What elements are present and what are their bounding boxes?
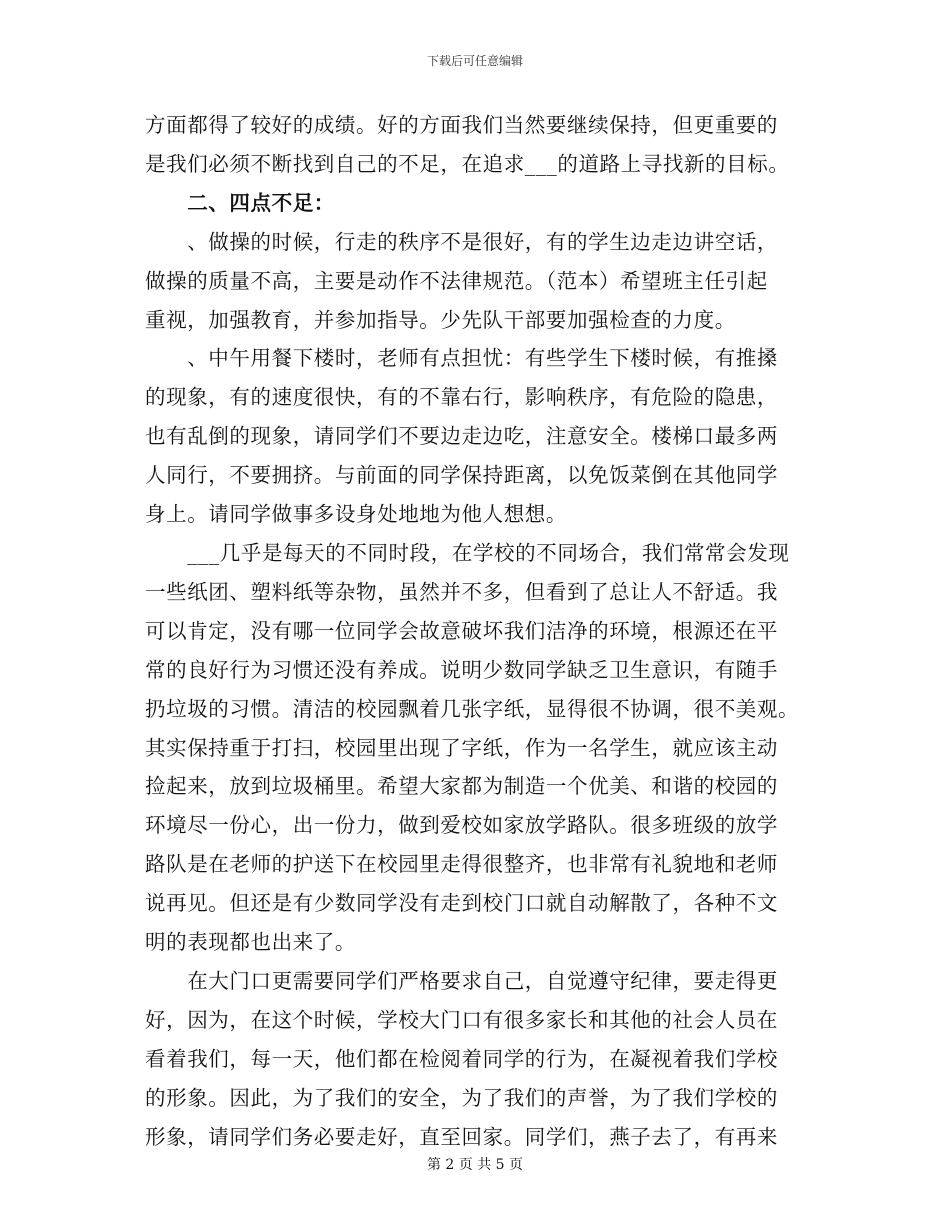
body-line: 其实保持重于打扫，校园里出现了字纸，作为一名学生，就应该主动: [145, 735, 778, 760]
body-line: 的形象。因此，为了我们的安全，为了我们的声誉，为了我们学校的: [145, 1085, 778, 1110]
body-line: 好，因为，在这个时候，学校大门口有很多家长和其他的社会人员在: [145, 1007, 778, 1032]
section-heading: 二、四点不足：: [145, 190, 335, 215]
body-line: 人同行，不要拥挤。与前面的同学保持距离，以免饭菜倒在其他同学: [145, 463, 778, 488]
document-body: [145, 106, 805, 1156]
body-line: 、做操的时候，行走的秩序不是很好，有的学生边走边讲空话，: [145, 229, 778, 254]
body-line: 形象，请同学们务必要走好，直至回家。同学们，燕子去了，有再来: [145, 1124, 778, 1149]
body-line: 是我们必须不断找到自己的不足，在追求___的道路上寻找新的目标。: [145, 151, 790, 176]
page-header-note: 下载后可任意编辑: [426, 54, 523, 68]
body-line: 、中午用餐下楼时，老师有点担忧：有些学生下楼时候，有推搡: [145, 346, 778, 371]
body-line: 捡起来，放到垃圾桶里。希望大家都为制造一个优美、和谐的校园的: [145, 774, 778, 799]
body-line: 说再见。但还是有少数同学没有走到校门口就自动解散了，各种不文: [145, 891, 778, 916]
body-line: 路队是在老师的护送下在校园里走得很整齐，也非常有礼貌地和老师: [145, 852, 778, 877]
body-line: 看着我们，每一天，他们都在检阅着同学的行为，在凝视着我们学校: [145, 1046, 778, 1071]
body-line: 的现象，有的速度很快，有的不靠右行，影响秩序，有危险的隐患，: [145, 385, 778, 410]
body-line: 也有乱倒的现象，请同学们不要边走边吃，注意安全。楼梯口最多两: [145, 424, 778, 449]
body-line: 做操的质量不高，主要是动作不法律规范。（范本）希望班主任引起: [145, 268, 768, 293]
body-line: 重视，加强教育，并参加指导。少先队干部要加强检查的力度。: [145, 307, 736, 332]
body-line: 身上。请同学做事多设身处地地为他人想想。: [145, 502, 567, 527]
body-line: ___几乎是每天的不同时段，在学校的不同场合，我们常常会发现: [145, 540, 790, 565]
body-line: 环境尽一份心，出一份力，做到爱校如家放学路队。很多班级的放学: [145, 813, 778, 838]
page-number-footer: 第 2 页 共 5 页: [426, 1157, 524, 1173]
body-line: 在大门口更需要同学们严格要求自己，自觉遵守纪律，要走得更: [145, 968, 778, 993]
body-line: 可以肯定，没有哪一位同学会故意破坏我们洁净的环境，根源还在平: [145, 618, 778, 643]
body-line: 方面都得了较好的成绩。好的方面我们当然要继续保持，但更重要的: [145, 113, 778, 137]
body-line: 扔垃圾的习惯。清洁的校园飘着几张字纸，显得很不协调，很不美观。: [145, 696, 800, 721]
body-line: 明的表现都也出来了。: [145, 930, 356, 955]
body-line: 一些纸团、塑料纸等杂物，虽然并不多，但看到了总让人不舒适。我: [145, 579, 778, 604]
body-line: 常的良好行为习惯还没有养成。说明少数同学缺乏卫生意识，有随手: [145, 657, 778, 682]
